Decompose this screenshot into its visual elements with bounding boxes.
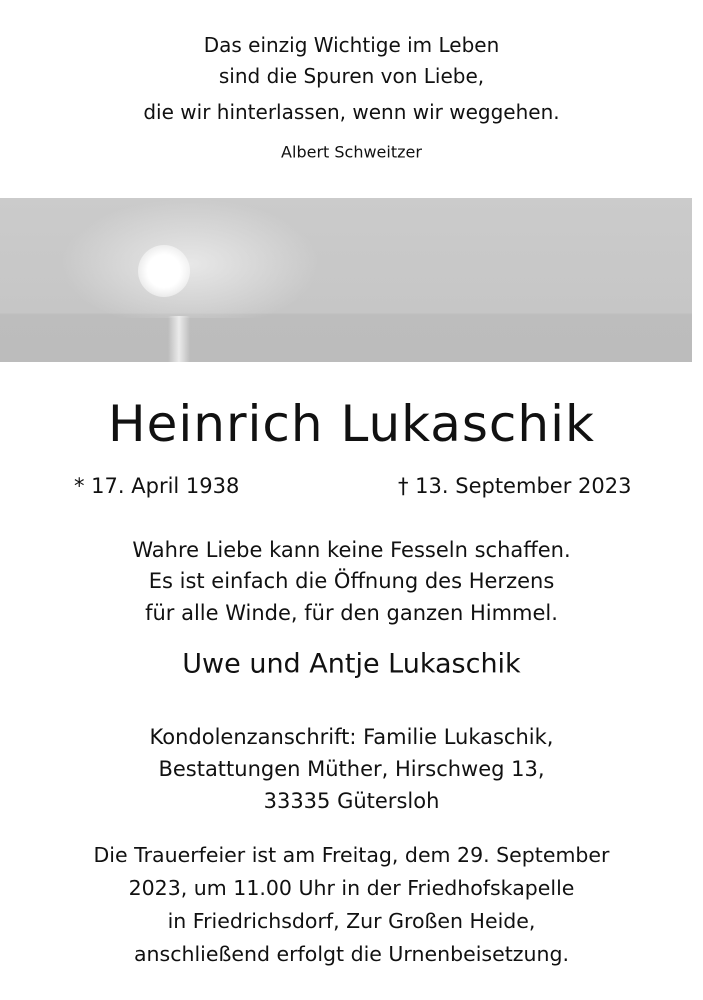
mourners: Uwe und Antje Lukaschik [182, 648, 521, 680]
quote-line-3: die wir hinterlassen, wenn wir weggehen. [143, 100, 560, 124]
death-date: † 13. September 2023 [398, 474, 632, 498]
quote-line-2: sind die Spuren von Liebe, [218, 64, 485, 88]
condolence-line-3: 33335 Gütersloh [263, 789, 440, 813]
quote-author: Albert Schweitzer [281, 142, 422, 162]
funeral-line-2: 2023, um 11.00 Uhr in der Friedhofskapelle [128, 876, 575, 900]
funeral-line-1: Die Trauerfeier ist am Freitag, dem 29. September [93, 843, 610, 867]
verse-line-2: Es ist einfach die Öffnung des Herzens [148, 569, 555, 593]
deceased-name: Heinrich Lukaschik [108, 395, 595, 453]
funeral-line-3: in Friedrichsdorf, Zur Großen Heide, [167, 909, 536, 933]
birth-date: * 17. April 1938 [74, 474, 240, 498]
sun-icon [138, 245, 190, 297]
sunset-sea-photo [0, 198, 692, 362]
condolence-line-1: Kondolenzanschrift: Familie Lukaschik, [149, 725, 554, 749]
verse-line-3: für alle Winde, für den ganzen Himmel. [145, 601, 558, 625]
condolence-line-2: Bestattungen Müther, Hirschweg 13, [158, 757, 545, 781]
quote-line-1: Das einzig Wichtige im Leben [203, 33, 500, 57]
verse-line-1: Wahre Liebe kann keine Fesseln schaffen. [132, 538, 571, 562]
funeral-line-4: anschließend erfolgt die Urnenbeisetzung. [133, 942, 570, 966]
